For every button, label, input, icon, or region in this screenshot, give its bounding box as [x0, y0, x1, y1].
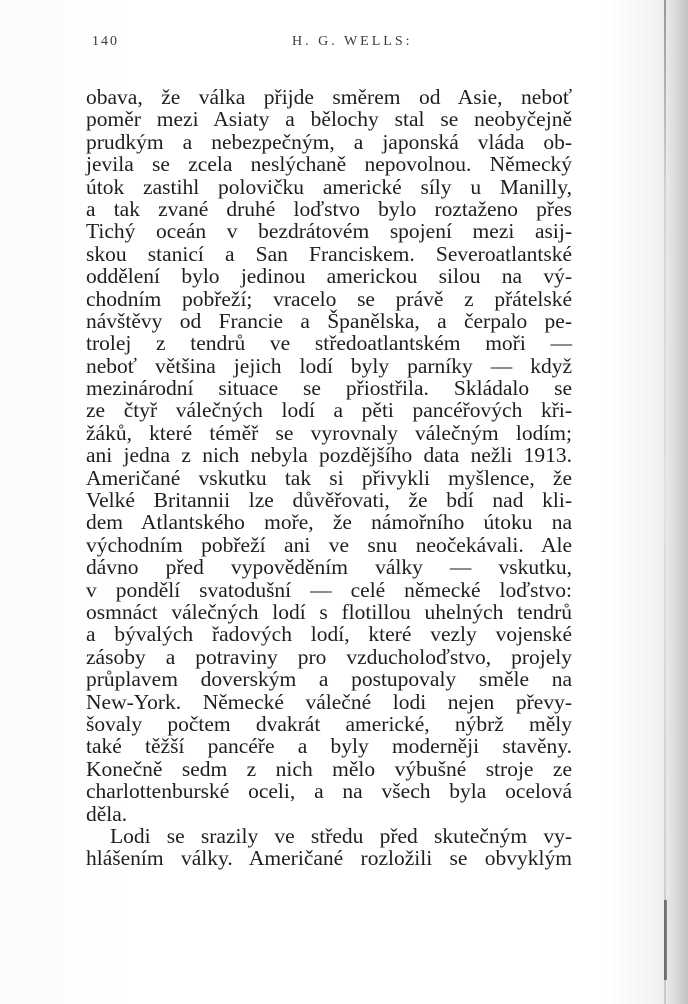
- text-line: šovaly počtem dvakrát americké, nýbrž měly: [86, 711, 572, 736]
- text-line: děla.: [86, 801, 128, 826]
- text-line: dávno před vypověděním války — vskutku,: [86, 555, 572, 580]
- text-line: Konečně sedm z nich mělo výbušné stroje ze: [86, 756, 572, 781]
- text-line: Velké Britannii lze důvěřovati, že bdí nad kli-: [86, 488, 572, 513]
- text-line: ani jedna z nich nebyla pozdějšího data nežli 1913.: [86, 443, 572, 468]
- text-line: a tak zvané druhé loďstvo bylo roztaženo přes: [86, 196, 572, 221]
- text-line: New-York. Německé válečné lodi nejen převy-: [86, 689, 572, 714]
- text-line: charlottenburské oceli, a na všech byla ocelová: [86, 779, 572, 804]
- text-line: skou stanicí a San Franciskem. Severoatlantské: [86, 241, 572, 266]
- text-line: také těžší pancéře a byly moderněji stavěny.: [86, 734, 572, 759]
- text-line: chodním pobřeží; vracelo se právě z přátelské: [86, 286, 572, 311]
- text-line: prudkým a nebezpečným, a japonská vláda ob-: [86, 129, 572, 154]
- running-header: [92, 34, 572, 58]
- running-title: H. G. WELLS:: [292, 34, 413, 49]
- text-line: osmnáct válečných lodí s flotillou uhelných tendrů: [86, 599, 572, 624]
- text-line: návštěvy od Francie a Španělska, a čerpalo pe-: [86, 308, 572, 333]
- text-line: mezinárodní situace se přiostřila. Skládalo se: [86, 376, 572, 401]
- text-line: Lodi se srazily ve středu před skutečným vy-: [110, 823, 572, 848]
- text-line: poměr mezi Asiaty a bělochy stal se neobyčejně: [86, 107, 572, 132]
- text-line: ze čtyř válečných lodí a pěti pancéřových kři-: [86, 398, 572, 423]
- text-line: východním pobřeží ani ve snu neočekávali. Ale: [86, 532, 572, 557]
- text-line: hlášením války. Američané rozložili se obvyklým: [86, 846, 572, 871]
- text-line: žáků, které téměř se vyrovnaly válečným lodím;: [86, 420, 572, 445]
- text-line: dem Atlantského moře, že námořního útoku na: [86, 510, 572, 535]
- text-line: jevila se zcela neslýchaně nepovolnou. Německý: [86, 152, 572, 177]
- text-line: oddělení bylo jedinou americkou silou na vý-: [86, 264, 572, 289]
- page-edge-line: [664, 0, 666, 1004]
- text-line: zásoby a potraviny pro vzducholoďstvo, projely: [86, 644, 572, 669]
- text-line: v pondělí svatodušní — celé německé loďstvo:: [86, 577, 572, 602]
- text-line: trolej z tendrů ve středoatlantském moři —: [86, 331, 572, 356]
- text-line: Tichý oceán v bezdrátovém spojení mezi asij-: [86, 219, 572, 244]
- text-line: neboť většina jejich lodí byly parníky — když: [86, 353, 572, 378]
- text-line: obava, že válka přijde směrem od Asie, neboť: [86, 85, 572, 109]
- page-number: 140: [92, 34, 119, 49]
- text-line: a bývalých řadových lodí, které vezly vojenské: [86, 622, 572, 647]
- text-line: Američané vskutku tak si přivykli myšlence, že: [86, 465, 572, 490]
- text-line: průplavem doverským a postupovaly směle na: [86, 667, 572, 692]
- body-text: [86, 86, 572, 870]
- text-line: útok zastihl polovičku americké síly u Manilly,: [86, 174, 572, 199]
- page-edge-mark: [664, 900, 667, 980]
